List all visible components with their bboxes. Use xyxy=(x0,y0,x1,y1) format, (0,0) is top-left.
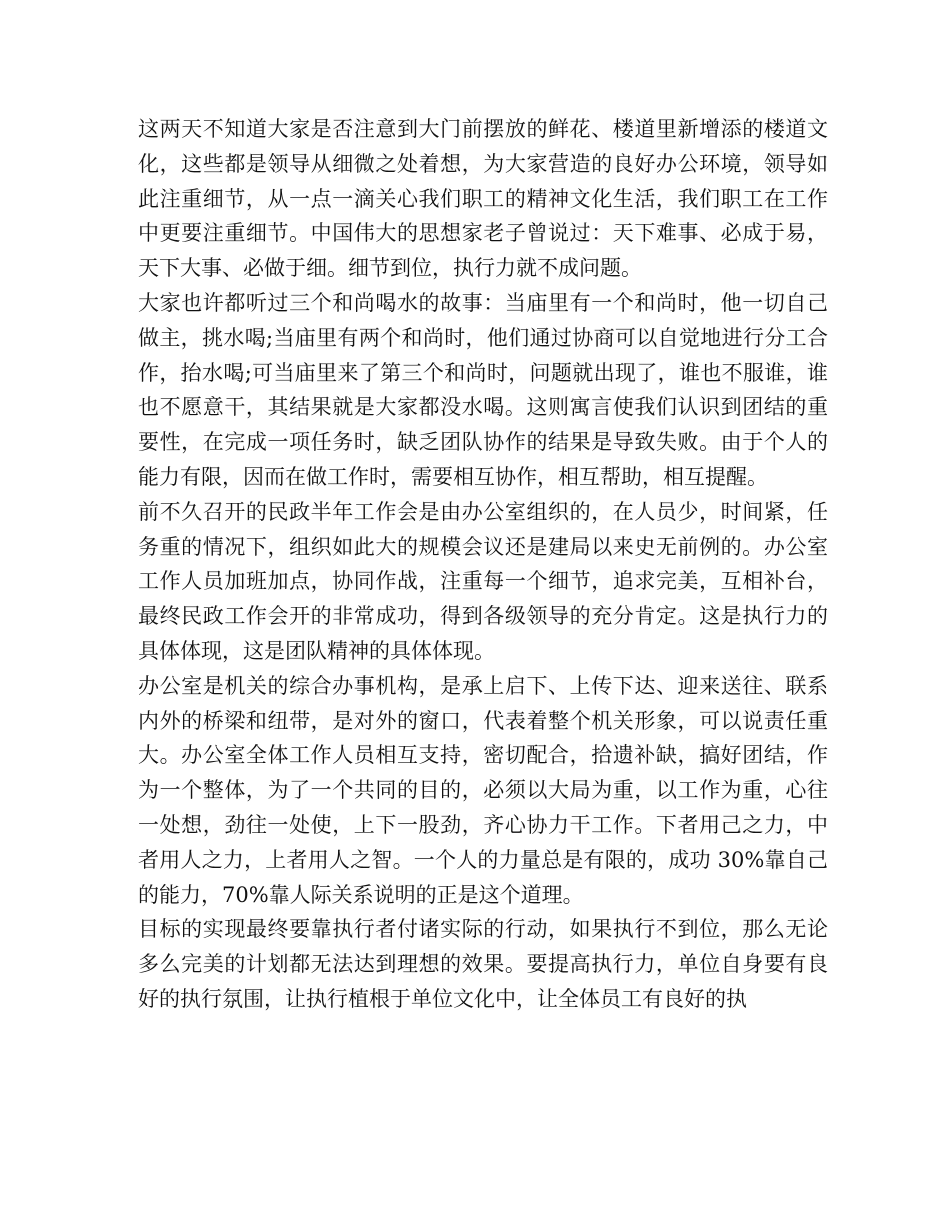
paragraph-4: 办公室是机关的综合办事机构，是承上启下、上传下达、迎来送往、联系内外的桥梁和纽带，是对外的窗口，代表着整个机关形象，可以说责任重大。办公室全体工作人员相互支持，密切配合，拾遗补缺，搞好团结，作为一个整体，为了一个共同的目的，必须以大局为重，以工作为重，心往一处想，劲往一处使，上下一股劲，齐心协力干工作。下者用己之力，中者用人之力，上者用人之智。一个人的力量总是有限的，成功 30%靠自己的能力，70%靠人际关系说明的正是这个道理。 xyxy=(138,673,828,907)
paragraph-1: 这两天不知道大家是否注意到大门前摆放的鲜花、楼道里新增添的楼道文化，这些都是领导从细微之处着想，为大家营造的良好办公环境，领导如此注重细节，从一点一滴关心我们职工的精神文化生活，我们职工在工作中更要注重细节。中国伟大的思想家老子曾说过：天下难事、必成于易，天下大事、必做于细。细节到位，执行力就不成问题。 xyxy=(138,117,828,281)
paragraph-5: 目标的实现最终要靠执行者付诸实际的行动，如果执行不到位，那么无论多么完美的计划都无法达到理想的效果。要提高执行力，单位自身要有良好的执行氛围，让执行植根于单位文化中，让全体员工有良好的执 xyxy=(138,917,828,1011)
document-body xyxy=(138,112,828,1017)
paragraph-2: 大家也许都听过三个和尚喝水的故事：当庙里有一个和尚时，他一切自己做主，挑水喝;当庙里有两个和尚时，他们通过协商可以自觉地进行分工合作，抬水喝;可当庙里来了第三个和尚时，问题就出现了，谁也不服谁，谁也不愿意干，其结果就是大家都没水喝。这则寓言使我们认识到团结的重要性，在完成一项任务时，缺乏团队协作的结果是导致失败。由于个人的能力有限，因而在做工作时，需要相互协作，相互帮助，相互提醒。 xyxy=(138,290,828,489)
paragraph-3: 前不久召开的民政半年工作会是由办公室组织的，在人员少，时间紧，任务重的情况下，组织如此大的规模会议还是建局以来史无前例的。办公室工作人员加班加点，协同作战，注重每一个细节，追求完美，互相补台，最终民政工作会开的非常成功，得到各级领导的充分肯定。这是执行力的具体体现，这是团队精神的具体体现。 xyxy=(138,499,828,663)
